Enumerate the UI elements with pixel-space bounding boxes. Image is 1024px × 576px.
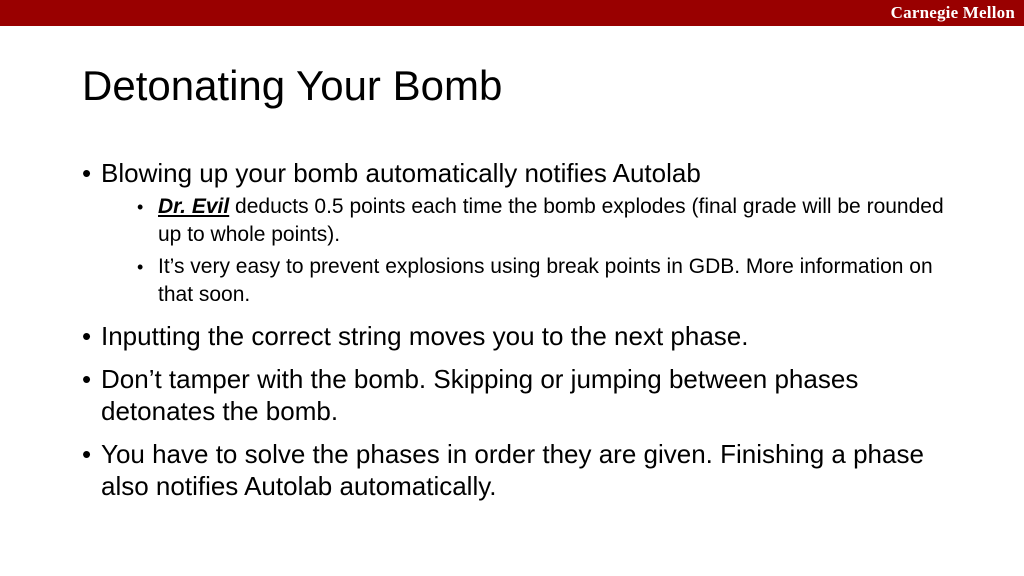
bullet-item bbox=[82, 320, 962, 352]
bullet-list bbox=[82, 157, 962, 502]
sub-bullet-text: deducts 0.5 points each time the bomb explodes (final grade will be rounded up to whole points). bbox=[158, 195, 944, 246]
carnegie-mellon-logo: Carnegie Mellon bbox=[890, 3, 1015, 22]
bullet-marker: • bbox=[82, 364, 92, 394]
sub-bullet-text: It’s very easy to prevent explosions using break points in GDB. More information on that soon. bbox=[158, 255, 933, 306]
sub-bullet-emphasis: Dr. Evil bbox=[158, 195, 230, 218]
sub-bullet-item bbox=[101, 193, 962, 249]
sub-bullet-marker: • bbox=[137, 257, 144, 277]
bullet-item bbox=[82, 157, 962, 309]
sub-bullet-list bbox=[101, 193, 962, 309]
bullet-item bbox=[82, 363, 962, 427]
bullet-text: Blowing up your bomb automatically notifies Autolab bbox=[101, 158, 701, 188]
bullet-marker: • bbox=[82, 321, 92, 351]
sub-bullet-marker: • bbox=[137, 197, 144, 217]
bullet-item bbox=[82, 438, 962, 502]
header-bar bbox=[0, 0, 1024, 26]
bullet-text: You have to solve the phases in order they are given. Finishing a phase also notifies Autolab automatically. bbox=[101, 439, 924, 501]
bullet-marker: • bbox=[82, 439, 92, 469]
sub-bullet-item bbox=[101, 253, 962, 309]
bullet-marker: • bbox=[82, 158, 92, 188]
bullet-text: Inputting the correct string moves you to the next phase. bbox=[101, 321, 749, 351]
slide-title: Detonating Your Bomb bbox=[82, 62, 503, 109]
bullet-text: Don’t tamper with the bomb. Skipping or jumping between phases detonates the bomb. bbox=[101, 364, 859, 426]
